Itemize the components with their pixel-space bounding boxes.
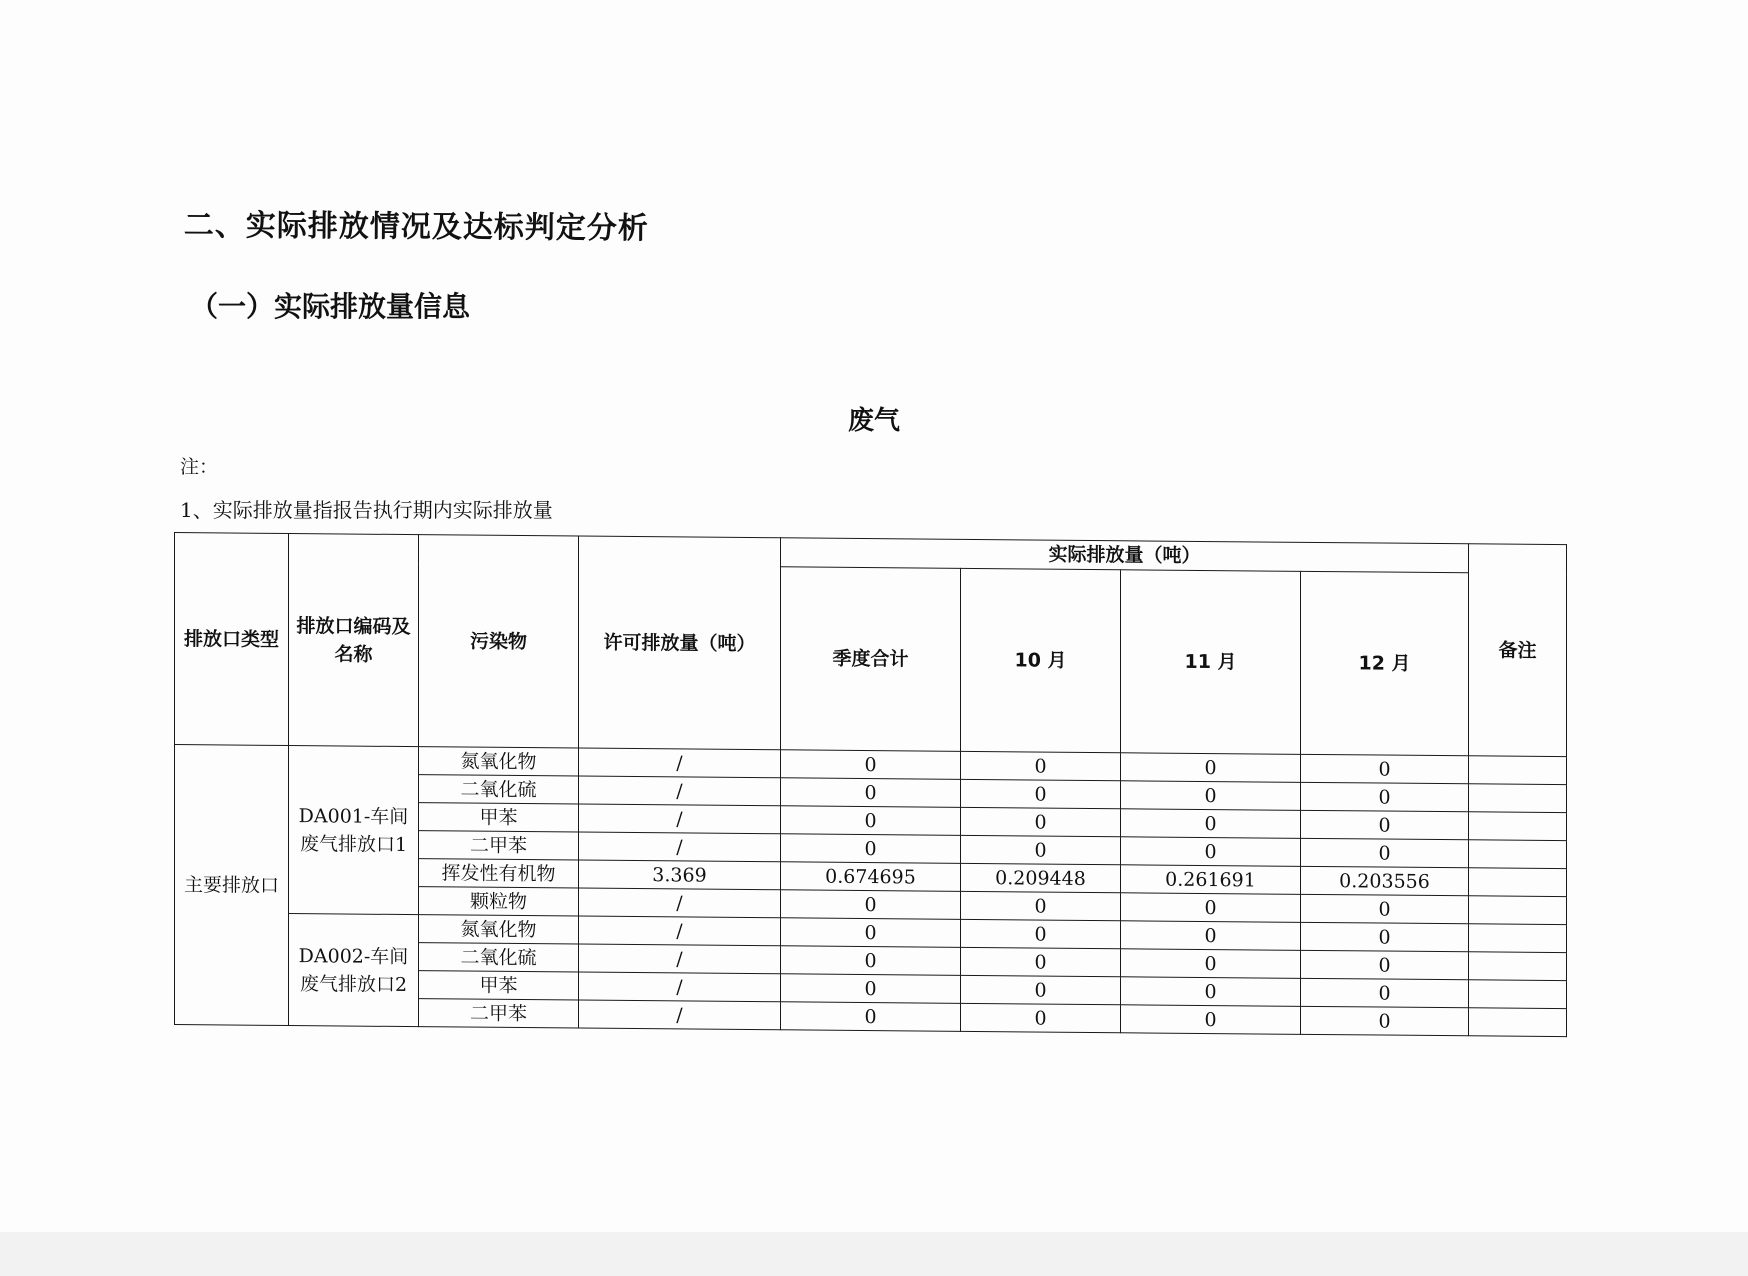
permitted-cell: / xyxy=(579,804,781,834)
section-heading: 二、实际排放情况及达标判定分析 xyxy=(183,207,649,247)
dec-cell: 0 xyxy=(1301,922,1469,951)
quarter-cell: 0 xyxy=(781,890,961,920)
oct-cell: 0 xyxy=(961,919,1121,948)
outlet-name-cell: DA002-车间废气排放口2 xyxy=(289,913,419,1026)
pollutant-cell: 甲苯 xyxy=(419,971,579,1000)
pollutant-cell: 挥发性有机物 xyxy=(419,859,579,888)
header-actual-group: 实际排放量（吨） xyxy=(781,538,1469,573)
dec-cell: 0 xyxy=(1301,838,1469,867)
outlet-type-cell: 主要排放口 xyxy=(175,745,289,1026)
quarter-cell: 0 xyxy=(781,1002,961,1032)
subsection-heading: （一）实际排放量信息 xyxy=(190,290,471,323)
dec-cell: 0.203556 xyxy=(1301,866,1469,895)
permitted-cell: / xyxy=(579,944,781,974)
pollutant-cell: 二甲苯 xyxy=(419,999,579,1028)
remarks-cell xyxy=(1469,784,1567,813)
remarks-cell xyxy=(1469,980,1567,1009)
header-outlet-type: 排放口类型 xyxy=(175,533,289,746)
outlet-name-cell: DA001-车间废气排放口1 xyxy=(289,745,419,914)
quarter-cell: 0 xyxy=(781,834,961,864)
pollutant-cell: 甲苯 xyxy=(419,803,579,832)
pollutant-cell: 氮氧化物 xyxy=(419,747,579,776)
permitted-cell: / xyxy=(579,748,781,778)
dec-cell: 0 xyxy=(1301,782,1469,811)
nov-cell: 0.261691 xyxy=(1121,865,1301,895)
emission-table-wrapper xyxy=(174,532,1566,1037)
dec-cell: 0 xyxy=(1301,894,1469,923)
quarter-cell: 0 xyxy=(781,806,961,836)
nov-cell: 0 xyxy=(1121,837,1301,867)
pollutant-cell: 氮氧化物 xyxy=(419,915,579,944)
pollutant-cell: 二氧化硫 xyxy=(419,943,579,972)
pollutant-cell: 二甲苯 xyxy=(419,831,579,860)
remarks-cell xyxy=(1469,840,1567,869)
header-permitted: 许可排放量（吨） xyxy=(579,536,781,750)
oct-cell: 0 xyxy=(961,835,1121,864)
header-pollutant: 污染物 xyxy=(419,535,579,748)
oct-cell: 0 xyxy=(961,947,1121,976)
oct-cell: 0.209448 xyxy=(961,863,1121,892)
nov-cell: 0 xyxy=(1121,893,1301,923)
dec-cell: 0 xyxy=(1301,810,1469,839)
nov-cell: 0 xyxy=(1121,977,1301,1007)
oct-cell: 0 xyxy=(961,891,1121,920)
header-outlet-code: 排放口编码及名称 xyxy=(289,533,419,746)
header-nov: 11 月 xyxy=(1121,570,1301,755)
remarks-cell xyxy=(1469,1008,1567,1037)
quarter-cell: 0 xyxy=(781,946,961,976)
remarks-cell xyxy=(1469,896,1567,925)
quarter-cell: 0 xyxy=(781,778,961,808)
dec-cell: 0 xyxy=(1301,978,1469,1007)
permitted-cell: / xyxy=(579,832,781,862)
header-dec: 12 月 xyxy=(1301,571,1469,755)
nov-cell: 0 xyxy=(1121,949,1301,979)
header-quarter-total: 季度合计 xyxy=(781,567,961,752)
dec-cell: 0 xyxy=(1301,950,1469,979)
oct-cell: 0 xyxy=(961,807,1121,836)
header-remarks: 备注 xyxy=(1469,544,1567,757)
permitted-cell: / xyxy=(579,1000,781,1030)
scan-bottom-edge xyxy=(0,1232,1748,1276)
remarks-cell xyxy=(1469,924,1567,953)
permitted-cell: / xyxy=(579,776,781,806)
oct-cell: 0 xyxy=(961,779,1121,808)
permitted-cell: / xyxy=(579,916,781,946)
note-label: 注： xyxy=(180,456,219,478)
quarter-cell: 0 xyxy=(781,974,961,1004)
note-item-1: 1、实际排放量指报告执行期内实际排放量 xyxy=(180,498,553,522)
nov-cell: 0 xyxy=(1121,921,1301,951)
nov-cell: 0 xyxy=(1121,809,1301,839)
oct-cell: 0 xyxy=(961,975,1121,1004)
oct-cell: 0 xyxy=(961,751,1121,780)
remarks-cell xyxy=(1469,868,1567,897)
dec-cell: 0 xyxy=(1301,754,1469,783)
permitted-cell: 3.369 xyxy=(579,860,781,890)
nov-cell: 0 xyxy=(1121,1005,1301,1035)
quarter-cell: 0 xyxy=(781,750,961,780)
emission-table xyxy=(174,532,1567,1037)
remarks-cell xyxy=(1469,952,1567,981)
oct-cell: 0 xyxy=(961,1003,1121,1032)
nov-cell: 0 xyxy=(1121,781,1301,811)
quarter-cell: 0.674695 xyxy=(781,862,961,892)
remarks-cell xyxy=(1469,756,1567,785)
pollutant-cell: 二氧化硫 xyxy=(419,775,579,804)
permitted-cell: / xyxy=(579,888,781,918)
remarks-cell xyxy=(1469,812,1567,841)
permitted-cell: / xyxy=(579,972,781,1002)
nov-cell: 0 xyxy=(1121,753,1301,783)
table-title: 废气 xyxy=(848,406,901,436)
quarter-cell: 0 xyxy=(781,918,961,948)
pollutant-cell: 颗粒物 xyxy=(419,887,579,916)
dec-cell: 0 xyxy=(1301,1006,1469,1035)
header-oct: 10 月 xyxy=(961,568,1121,752)
